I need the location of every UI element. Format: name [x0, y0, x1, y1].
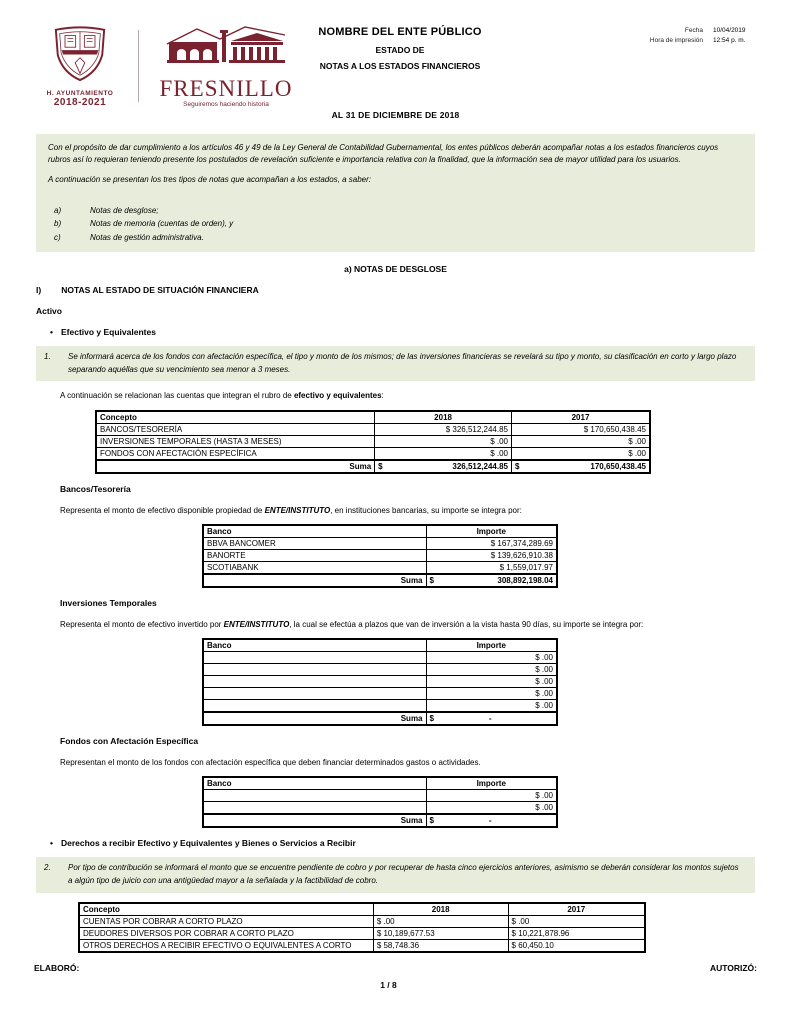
bancos-heading: Bancos/Tesorería — [60, 483, 131, 494]
cell-importe: $ 139,626,910.38 — [426, 549, 557, 561]
suma-amount: 170,650,438.45 — [590, 461, 646, 471]
fresnillo-logo — [151, 24, 301, 108]
suma-row — [203, 814, 557, 827]
cell-2017: $ 10,221,878.96 — [508, 927, 645, 939]
paragraph-text: , en instituciones bancarias, su importe se integra por: — [330, 505, 522, 515]
entity-placeholder: ENTE/INSTITUTO — [223, 619, 290, 629]
cell-2018: $ 326,512,244.85 — [375, 423, 512, 435]
paragraph-text: : — [381, 391, 384, 401]
suma-importe — [426, 814, 557, 827]
table-row — [79, 927, 645, 939]
cell-banco — [203, 651, 426, 663]
list-item — [48, 204, 743, 217]
table-row — [203, 651, 557, 663]
cell-banco — [203, 790, 426, 802]
suma-label: Suma — [203, 712, 426, 725]
cell-importe: $ 167,374,289.69 — [426, 537, 557, 549]
entity-placeholder: ENTE/INSTITUTO — [264, 505, 331, 515]
paragraph-text: Representa el monto de efectivo invertido por — [60, 619, 224, 629]
activo-heading: Activo — [36, 305, 62, 316]
table-row — [203, 561, 557, 574]
table-row — [96, 447, 650, 460]
inversiones-description — [36, 619, 755, 630]
currency-sign: $ — [514, 461, 520, 471]
municipal-crest — [34, 24, 126, 108]
table-header-row — [96, 411, 650, 424]
fresnillo-wordmark: FRESNILLO — [159, 76, 293, 101]
table-header-row — [203, 639, 557, 652]
page-header-logos — [34, 24, 301, 108]
cell-concepto: DEUDORES DIVERSOS POR COBRAR A CORTO PLAZO — [79, 927, 373, 939]
table-row — [79, 939, 645, 952]
bancos-description — [36, 505, 755, 516]
note-text: Por tipo de contribución se informará el monto que se encuentre pendiente de cobro y por recuperar de hasta cinco ejercicios anteriores, asimismo se deberán considerar los montos sujetos a algún tipo de juicio con una antigüedad mayor a la señalada y la factibilidad de cobro. — [68, 863, 739, 885]
suma-label: Suma — [203, 814, 426, 827]
column-header-banco: Banco — [203, 525, 426, 538]
banks-table — [202, 524, 558, 588]
print-time-row — [650, 36, 761, 46]
table-header-row — [203, 777, 557, 790]
crest-caption-line1: H. AYUNTAMIENTO — [46, 90, 114, 97]
cell-importe: $ 1,559,017.97 — [426, 561, 557, 574]
suma-row — [96, 460, 650, 473]
document-body — [36, 110, 755, 957]
table-row — [203, 537, 557, 549]
column-header-banco: Banco — [203, 639, 426, 652]
list-item — [48, 231, 743, 244]
cell-2018: $ 10,189,677.53 — [373, 927, 508, 939]
situacion-financiera-heading — [36, 285, 755, 295]
cell-importe: $ .00 — [426, 687, 557, 699]
cell-importe: $ .00 — [426, 663, 557, 675]
suma-importe — [426, 712, 557, 725]
paragraph-text: A continuación se relacionan las cuentas que integran el rubro de — [60, 391, 294, 401]
cell-concepto: CUENTAS POR COBRAR A CORTO PLAZO — [79, 915, 373, 927]
cell-banco — [203, 699, 426, 712]
suma-2018 — [375, 460, 512, 473]
time-label: Hora de impresión — [649, 36, 703, 44]
funds-table — [202, 776, 558, 828]
cell-importe: $ .00 — [426, 675, 557, 687]
autorizo-label: AUTORIZÓ: — [709, 963, 757, 973]
efectivo-equivalentes-heading — [36, 327, 755, 337]
cell-banco: BBVA BANCOMER — [203, 537, 426, 549]
suma-importe — [426, 574, 557, 587]
cell-2017: $ .00 — [511, 435, 650, 447]
fondos-heading: Fondos con Afectación Específica — [60, 735, 199, 746]
column-header-2017: 2017 — [508, 903, 645, 916]
cash-intro-paragraph — [36, 390, 755, 401]
table-row — [96, 435, 650, 447]
cell-importe: $ .00 — [426, 802, 557, 815]
heading-text: Efectivo y Equivalentes — [60, 326, 156, 337]
suma-label: Suma — [96, 460, 375, 473]
fresnillo-tagline: Seguiremos haciendo historia — [183, 101, 269, 108]
table-header-row — [203, 525, 557, 538]
table-row — [203, 699, 557, 712]
suma-amount: - — [488, 816, 492, 826]
receivables-table — [78, 902, 646, 953]
table-row — [203, 687, 557, 699]
column-header-2018: 2018 — [373, 903, 508, 916]
column-header-importe: Importe — [426, 777, 557, 790]
time-value: 12:54 p. m. — [713, 36, 746, 44]
heading-text: Derechos a recibir Efectivo y Equivalentes y Bienes o Servicios a Recibir — [60, 838, 356, 849]
document-title-block — [280, 26, 520, 71]
heading-text: NOTAS AL ESTADO DE SITUACIÓN FINANCIERA — [61, 284, 259, 295]
suma-label: Suma — [203, 574, 426, 587]
cell-concepto: BANCOS/TESORERÍA — [96, 423, 375, 435]
cell-importe: $ .00 — [426, 651, 557, 663]
table-header-row — [79, 903, 645, 916]
table-row — [203, 802, 557, 815]
table-row — [203, 663, 557, 675]
suma-row — [203, 574, 557, 587]
column-header-2018: 2018 — [375, 411, 512, 424]
list-key: a) — [54, 206, 62, 216]
date-value: 10/04/2019 — [713, 27, 746, 34]
table-row — [203, 790, 557, 802]
list-key: b) — [54, 219, 62, 229]
cell-2017: $ 170,650,438.45 — [511, 423, 650, 435]
cell-2017: $ .00 — [511, 447, 650, 460]
cell-banco — [203, 663, 426, 675]
emphasis-text: efectivo y equivalentes — [293, 391, 382, 401]
cash-equivalents-table — [95, 410, 651, 474]
list-text: Notas de memoria (cuentas de orden), y — [90, 219, 234, 229]
list-text: Notas de desglose; — [90, 206, 159, 216]
cell-banco — [203, 802, 426, 815]
cell-2018: $ .00 — [375, 447, 512, 460]
suma-amount: 308,892,198.04 — [497, 575, 553, 585]
cell-2017: $ .00 — [508, 915, 645, 927]
date-label: Fecha — [684, 27, 703, 34]
list-item — [48, 217, 743, 230]
statement-title: ESTADO DE — [375, 45, 425, 55]
entity-name-title: NOMBRE DEL ENTE PÚBLICO — [318, 26, 482, 38]
page-number: 1 / 8 — [380, 980, 397, 990]
note-number: 1. — [44, 351, 51, 361]
cell-2018: $ 58,748.36 — [373, 939, 508, 952]
print-date-row — [650, 26, 761, 36]
elaboro-label: ELABORÓ: — [34, 963, 80, 973]
table-row — [203, 549, 557, 561]
cell-banco — [203, 675, 426, 687]
currency-sign: $ — [429, 575, 434, 585]
aqueduct-icon — [165, 24, 287, 75]
inversiones-heading: Inversiones Temporales — [60, 597, 157, 608]
table-row — [79, 915, 645, 927]
cell-importe: $ .00 — [426, 790, 557, 802]
print-meta — [650, 26, 761, 46]
table-row — [96, 423, 650, 435]
note-2 — [36, 857, 755, 893]
note-text: Se informará acerca de los fondos con afectación específica, el tipo y monto de los mismos; de las inversiones financieras se revelará su tipo y monto, su clasificación en corto y largo plazo separando aquéllas que su vencimiento sea menor a 3 meses. — [68, 351, 737, 374]
cell-2017: $ 60,450.10 — [508, 939, 645, 952]
cell-banco: BANORTE — [203, 549, 426, 561]
logo-divider — [138, 30, 139, 102]
derechos-heading — [36, 838, 755, 848]
intro-paragraph-1: Con el propósito de dar cumplimiento a los artículos 46 y 49 de la Ley General de Contabilidad Gubernamental, los entes públicos deberán acompañar notas a los estados financieros cuyos rubros así lo requieran teniendo presente los postulados de revelación suficiente e importancia relativa con la finalidad, que la información sea de mayor utilidad para los usuarios. — [48, 143, 719, 165]
fondos-description: Representan el monto de los fondos con afectación específica que deben financiar determinados gastos o actividades. — [60, 757, 481, 767]
intro-list — [48, 204, 743, 244]
heading-numeral: I) — [36, 284, 42, 295]
column-header-concepto: Concepto — [96, 411, 375, 424]
cell-2018: $ .00 — [375, 435, 512, 447]
suma-amount: - — [488, 713, 492, 723]
suma-row — [203, 712, 557, 725]
suma-2017 — [511, 460, 650, 473]
notas-desglose-heading: a) NOTAS DE DESGLOSE — [344, 263, 447, 274]
intro-note-box — [36, 134, 755, 252]
cell-concepto: FONDOS CON AFECTACIÓN ESPECÍFICA — [96, 447, 375, 460]
cell-banco — [203, 687, 426, 699]
paragraph-text: Representa el monto de efectivo disponible propiedad de — [60, 505, 265, 515]
list-text: Notas de gestión administrativa. — [90, 232, 204, 242]
coat-of-arms-icon — [51, 24, 109, 87]
column-header-concepto: Concepto — [79, 903, 373, 916]
bullet-icon: • — [50, 326, 53, 337]
notes-title: NOTAS A LOS ESTADOS FINANCIEROS — [319, 61, 481, 71]
column-header-banco: Banco — [203, 777, 426, 790]
table-row — [203, 675, 557, 687]
note-1 — [36, 346, 755, 382]
investments-table — [202, 638, 558, 726]
as-of-date-subtitle: AL 31 DE DICIEMBRE DE 2018 — [331, 110, 460, 120]
cell-importe: $ .00 — [426, 699, 557, 712]
column-header-importe: Importe — [426, 639, 557, 652]
cell-banco: SCOTIABANK — [203, 561, 426, 574]
bullet-icon: • — [50, 838, 53, 849]
column-header-2017: 2017 — [511, 411, 650, 424]
crest-caption-line2: 2018-2021 — [53, 97, 107, 108]
currency-sign: $ — [429, 713, 434, 723]
column-header-importe: Importe — [426, 525, 557, 538]
suma-amount: 326,512,244.85 — [452, 461, 508, 471]
currency-sign: $ — [429, 816, 434, 826]
paragraph-text: , la cual se efectúa a plazos que van de inversión a la vista hasta 90 días, su importe se integra por: — [289, 619, 644, 629]
list-key: c) — [54, 232, 61, 242]
cell-concepto: INVERSIONES TEMPORALES (HASTA 3 MESES) — [96, 435, 375, 447]
cell-concepto: OTROS DERECHOS A RECIBIR EFECTIVO O EQUIVALENTES A CORTO — [79, 939, 373, 952]
intro-paragraph-2: A continuación se presentan los tres tipos de notas que acompañan a los estados, a saber: — [48, 174, 372, 184]
currency-sign: $ — [378, 461, 383, 471]
note-number: 2. — [44, 863, 51, 873]
cell-2018: $ .00 — [373, 915, 508, 927]
